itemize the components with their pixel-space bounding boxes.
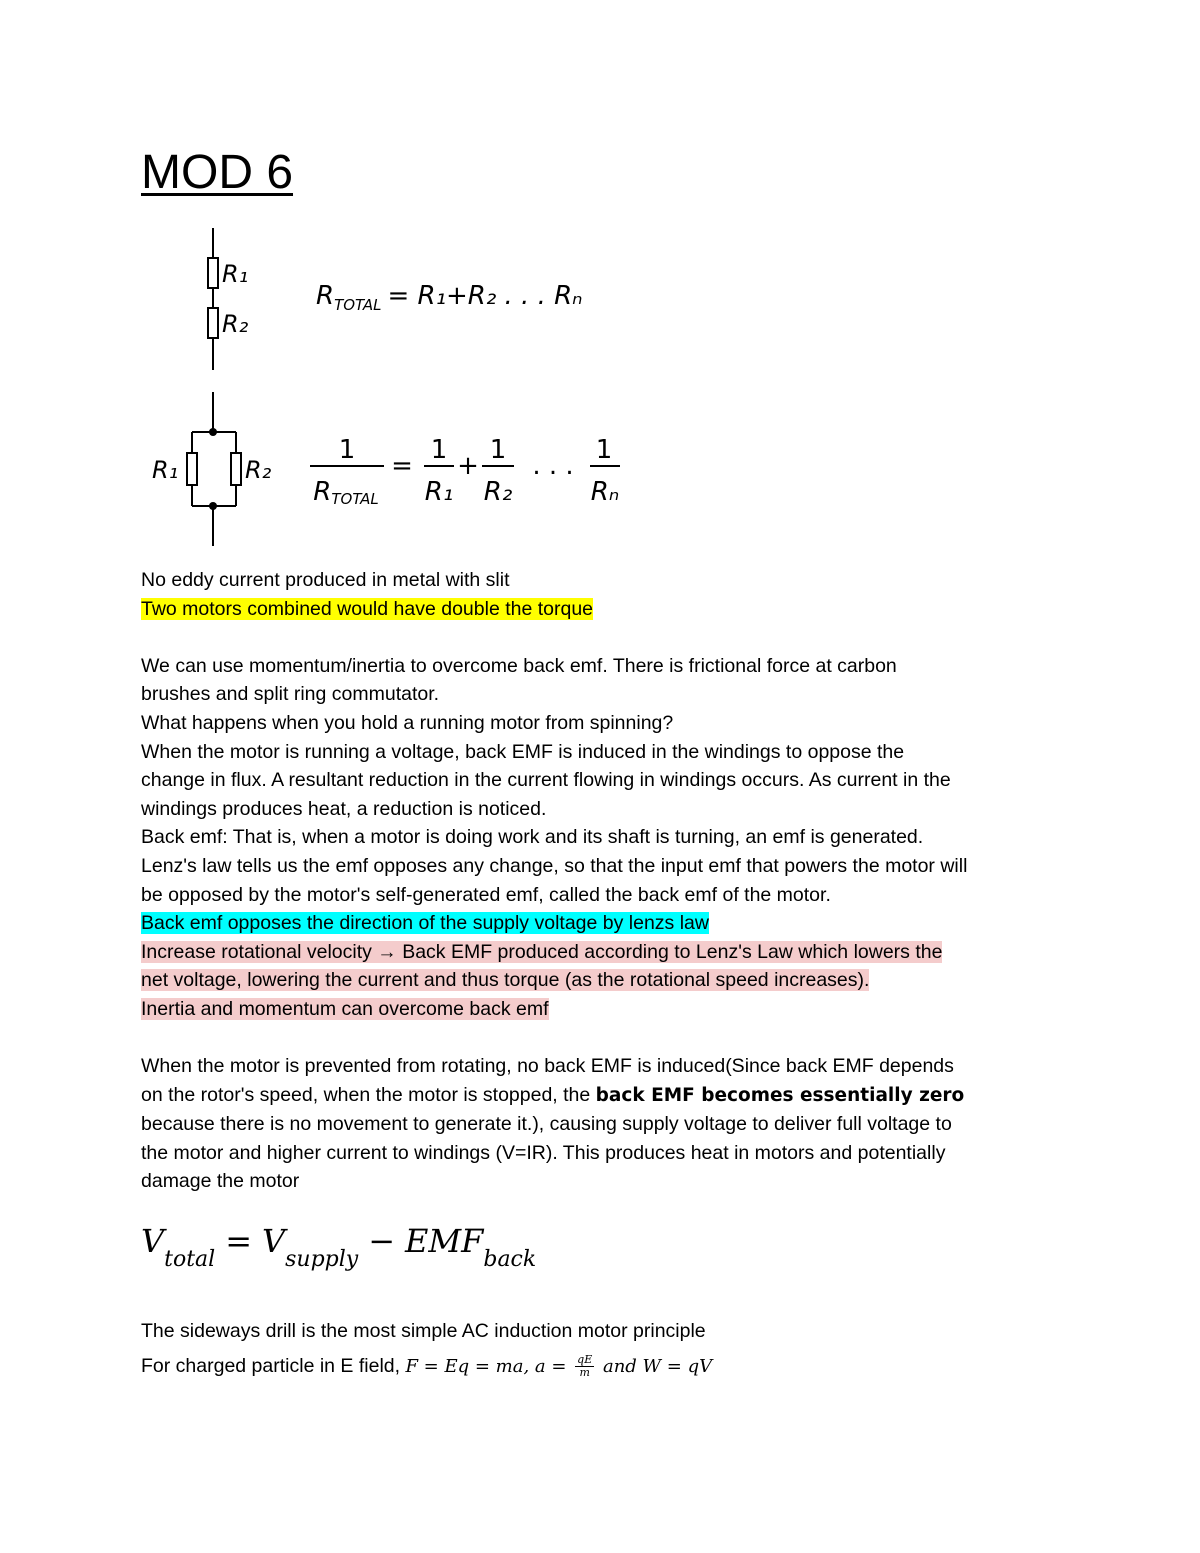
note-lenz-highlight: Back emf opposes the direction of the supply voltage by lenzs law [141,912,709,935]
parallel-den1: R₁ [424,477,454,507]
emf-eq-minus: − [368,1222,396,1260]
note-running-line3: windings produces heat, a reduction is noticed. [141,797,547,820]
series-resistor-diagram [130,220,650,560]
parallel-den2: R₂ [483,477,513,507]
parallel-num2: 1 [489,435,507,465]
note-backemf-line1: Back emf: That is, when a motor is doing work and its shaft is turning, an emf is generated. [141,826,924,849]
emf-equation [141,1222,536,1272]
emf-eq-v: V [141,1222,165,1260]
parallel-lhs-den: R [313,477,332,507]
note-prevented-line4: the motor and higher current to windings (V=IR). This produces heat in motors and potentially [141,1141,946,1164]
note-backemf-line2: Lenz's law tells us the emf opposes any change, so that the input emf that powers the motor will [141,854,968,877]
emf-eq-emf: EMF [405,1222,484,1260]
parallel-num1: 1 [430,435,448,465]
parallel-dots: . . . [532,451,574,481]
parallel-lhs-num: 1 [338,435,356,465]
parallel-denn: Rₙ [590,477,620,507]
charged-particle-math1: F = Eq = ma, a = [405,1355,573,1377]
note-two-motors-highlight: Two motors combined would have double the torque [141,597,594,620]
note-momentum-line1: We can use momentum/inertia to overcome back emf. There is frictional force at carbon [141,654,897,677]
note-rotational-line1: Increase rotational velocity → Back EMF produced according to Lenz's Law which lowers the [141,940,943,963]
series-r2-label: R₂ [222,310,249,338]
emf-eq-vs-sub: supply [285,1247,359,1272]
note-rotational-line2: net voltage, lowering the current and thus torque (as the rotational speed increases). [141,969,870,992]
parallel-numn: 1 [595,435,613,465]
note-question: What happens when you hold a running motor from spinning? [141,711,674,734]
parallel-plus: + [457,451,479,481]
note-prevented-line1: When the motor is prevented from rotating, no back EMF is induced(Since back EMF depends [141,1055,954,1078]
series-total-r: R [316,281,335,311]
acceleration-fraction [575,1354,594,1379]
note-inertia-highlight: Inertia and momentum can overcome back emf [141,997,549,1020]
series-r1-label: R₁ [222,260,249,288]
charged-particle-math2: and W = qV [597,1355,713,1377]
emf-eq-vs: V [262,1222,286,1260]
parallel-lhs-den-sub: TOTAL [331,490,379,508]
parallel-r2-label: R₂ [245,456,272,484]
closing-block [141,1317,1071,1381]
note-prevented-line3: because there is no movement to generate it.), causing supply voltage to deliver full voltage to [141,1113,952,1136]
note-eddy-current: No eddy current produced in metal with slit [141,569,510,591]
note-prevented-line5: damage the motor [141,1170,300,1193]
note-running-line2: change in flux. A resultant reduction in the current flowing in windings occurs. As current in the [141,769,951,792]
note-sideways-drill: The sideways drill is the most simple AC induction motor principle [141,1320,706,1342]
parallel-equals: = [391,451,413,481]
series-total-sub: TOTAL [334,296,382,314]
note-momentum-line2: brushes and split ring commutator. [141,683,440,706]
note-charged-particle: For charged particle in E field, [141,1354,406,1377]
emf-eq-equals: = [225,1222,253,1260]
parallel-r2-symbol [231,453,241,485]
series-total-rhs: = R₁+R₂ . . . Rₙ [387,281,583,311]
parallel-r1-symbol [187,453,197,485]
note-prevented-bold: back EMF becomes essentially zero [595,1084,965,1106]
parallel-r1-label: R₁ [152,456,179,484]
resistor-r2-symbol [208,308,218,338]
emf-eq-emf-sub: back [483,1247,537,1272]
note-prevented-line2: on the rotor's speed, when the motor is stopped, the [141,1083,596,1106]
emf-eq-v-sub: total [164,1247,216,1272]
resistor-r1-symbol [208,258,218,288]
fraction-denominator: m [579,1365,590,1379]
svg-text:RTOTAL [313,477,378,508]
notes-block [141,566,1071,1196]
note-running-line1: When the motor is running a voltage, back EMF is induced in the windings to oppose the [141,740,905,763]
fraction-numerator: qE [577,1352,593,1366]
note-backemf-line3: be opposed by the motor's self-generated emf, called the back emf of the motor. [141,883,831,906]
svg-text:RTOTAL= R₁+R₂ . . . Rₙ [316,281,583,314]
page-title: MOD 6 [141,146,294,199]
